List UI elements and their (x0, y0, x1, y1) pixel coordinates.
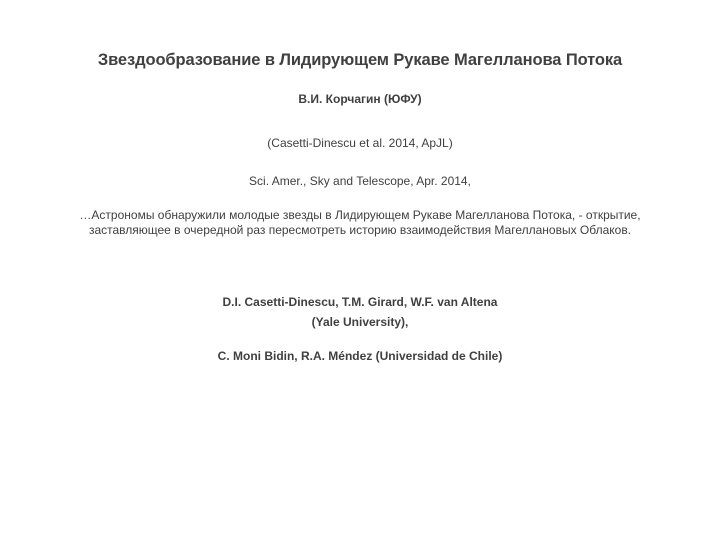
reference-paper: (Casetti-Dinescu et al. 2014, ApJL) (267, 136, 453, 150)
reference-press: Sci. Amer., Sky and Telescope, Apr. 2014, (249, 174, 471, 188)
slide-title: Звездообразование в Лидирующем Рукаве Магелланова Потока (97, 51, 623, 69)
press-quote-line-2: заставляющее в очередной раз пересмотреть историю взаимодействия Магеллановых Облаков. (88, 223, 632, 237)
presenter-name: В.И. Корчагин (ЮФУ) (298, 92, 422, 106)
credit-coauthors: C. Moni Bidin, R.A. Méndez (Universidad de Chile) (217, 349, 503, 363)
press-quote-line-1: …Астрономы обнаружили молодые звезды в Лидирующем Рукаве Магелланова Потока, - открытие, (79, 208, 641, 222)
credit-authors: D.I. Casetti-Dinescu, T.M. Girard, W.F. van Altena (222, 295, 498, 309)
press-quote (0, 208, 720, 238)
credit-affiliation: (Yale University), (311, 315, 409, 329)
